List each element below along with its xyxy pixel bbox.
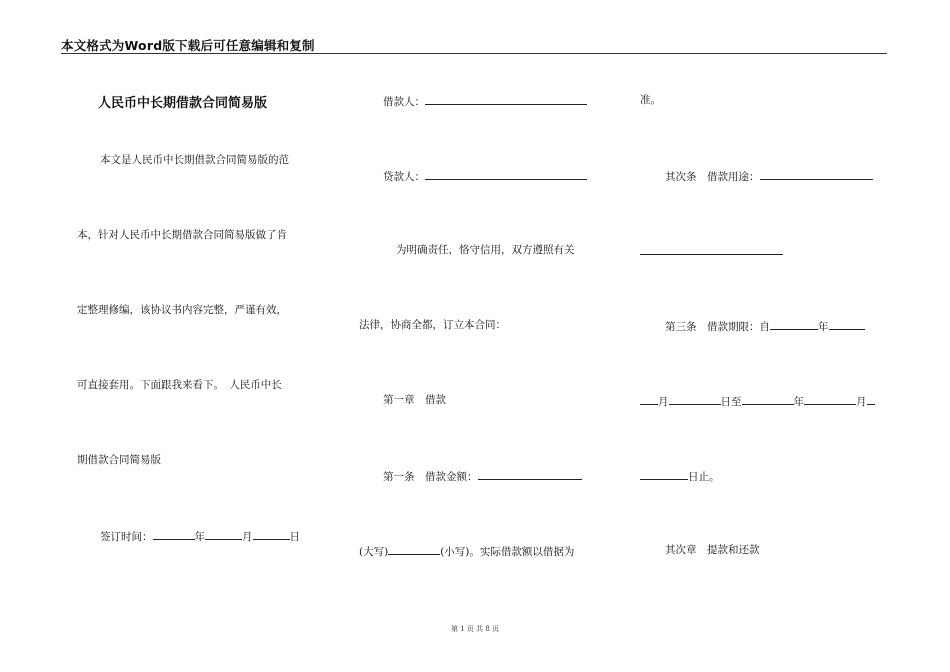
- chapter-2-heading: 其次章 提款和还款: [665, 544, 760, 556]
- sign-day-label: 日: [289, 531, 300, 543]
- borrower-blank[interactable]: [425, 93, 587, 105]
- term-end-line: [640, 468, 720, 484]
- purpose-blank-2[interactable]: [640, 243, 783, 255]
- term-end-label: 日止。: [688, 471, 720, 483]
- article-2-label: 其次条 借款用途：: [665, 171, 760, 183]
- article-1-label: 第一条 借款金额：: [383, 471, 478, 483]
- sign-year-label: 年: [194, 531, 205, 543]
- sign-date-label: 签订时间：: [100, 531, 153, 543]
- article-2-line: [665, 168, 873, 184]
- amount-words-line: [359, 543, 574, 559]
- sign-date-line: [100, 528, 300, 544]
- term-end-day-blank[interactable]: [640, 468, 688, 480]
- header-text: 本文格式为Word版下载后可任意编辑和复制: [61, 38, 315, 53]
- purpose-blank[interactable]: [760, 168, 873, 180]
- term-day-to-label: 日至: [720, 396, 742, 408]
- preamble-line-2: 法律，协商全都，订立本合同：: [359, 319, 506, 331]
- chapter-1-heading: 第一章 借款: [383, 394, 446, 406]
- intro-line-3: 定整理修编，该协议书内容完整，严谨有效，: [77, 304, 287, 316]
- document-header: [61, 36, 887, 54]
- intro-line-5: 期借款合同简易版: [77, 454, 161, 466]
- zhun-text: 准。: [640, 94, 661, 106]
- term-month-blank[interactable]: [640, 393, 658, 405]
- loan-amount-blank[interactable]: [478, 468, 582, 480]
- preamble-line-1: 为明确责任，恪守信用，双方遵照有关: [396, 244, 575, 256]
- purpose-continuation-line: [640, 243, 783, 259]
- term-end-month-blank[interactable]: [804, 393, 856, 405]
- term-end-year-label: 年: [793, 396, 804, 408]
- sign-month-blank[interactable]: [205, 528, 242, 540]
- xiaoxie-text: (小写)。实际借款额以借据为: [440, 546, 575, 558]
- term-start-year-blank[interactable]: [770, 318, 818, 330]
- term-end-month-label: 月: [856, 396, 867, 408]
- term-end-trailing-blank[interactable]: [867, 393, 875, 405]
- term-start-month-blank[interactable]: [829, 318, 865, 330]
- page-footer: 第 1 页 共 8 页: [450, 625, 500, 633]
- borrower-line: [383, 93, 587, 109]
- intro-line-2: 本，针对人民币中长期借款合同简易版做了肯: [77, 229, 287, 241]
- term-day-blank[interactable]: [669, 393, 721, 405]
- sign-month-label: 月: [242, 531, 253, 543]
- intro-line-4: 可直接套用。下面跟我来看下。 人民币中长: [77, 379, 282, 391]
- term-month-label: 月: [658, 396, 669, 408]
- lender-blank[interactable]: [425, 168, 587, 180]
- sign-day-blank[interactable]: [253, 528, 290, 540]
- term-dates-line: [640, 393, 875, 409]
- term-end-year-blank[interactable]: [742, 393, 794, 405]
- article-3-line: [665, 318, 865, 334]
- sign-year-blank[interactable]: [153, 528, 195, 540]
- lender-label: 贷款人：: [383, 171, 425, 183]
- intro-line-1: 本文是人民币中长期借款合同简易版的范: [100, 154, 289, 166]
- document-title: 人民币中长期借款合同简易版: [98, 96, 268, 111]
- article-3-label: 第三条 借款期限：自: [665, 321, 770, 333]
- term-start-year-label: 年: [818, 321, 829, 333]
- article-1-line: [383, 468, 582, 484]
- daxie-label: (大写): [359, 546, 389, 558]
- lender-line: [383, 168, 587, 184]
- borrower-label: 借款人：: [383, 96, 425, 108]
- amount-words-blank[interactable]: [388, 543, 440, 555]
